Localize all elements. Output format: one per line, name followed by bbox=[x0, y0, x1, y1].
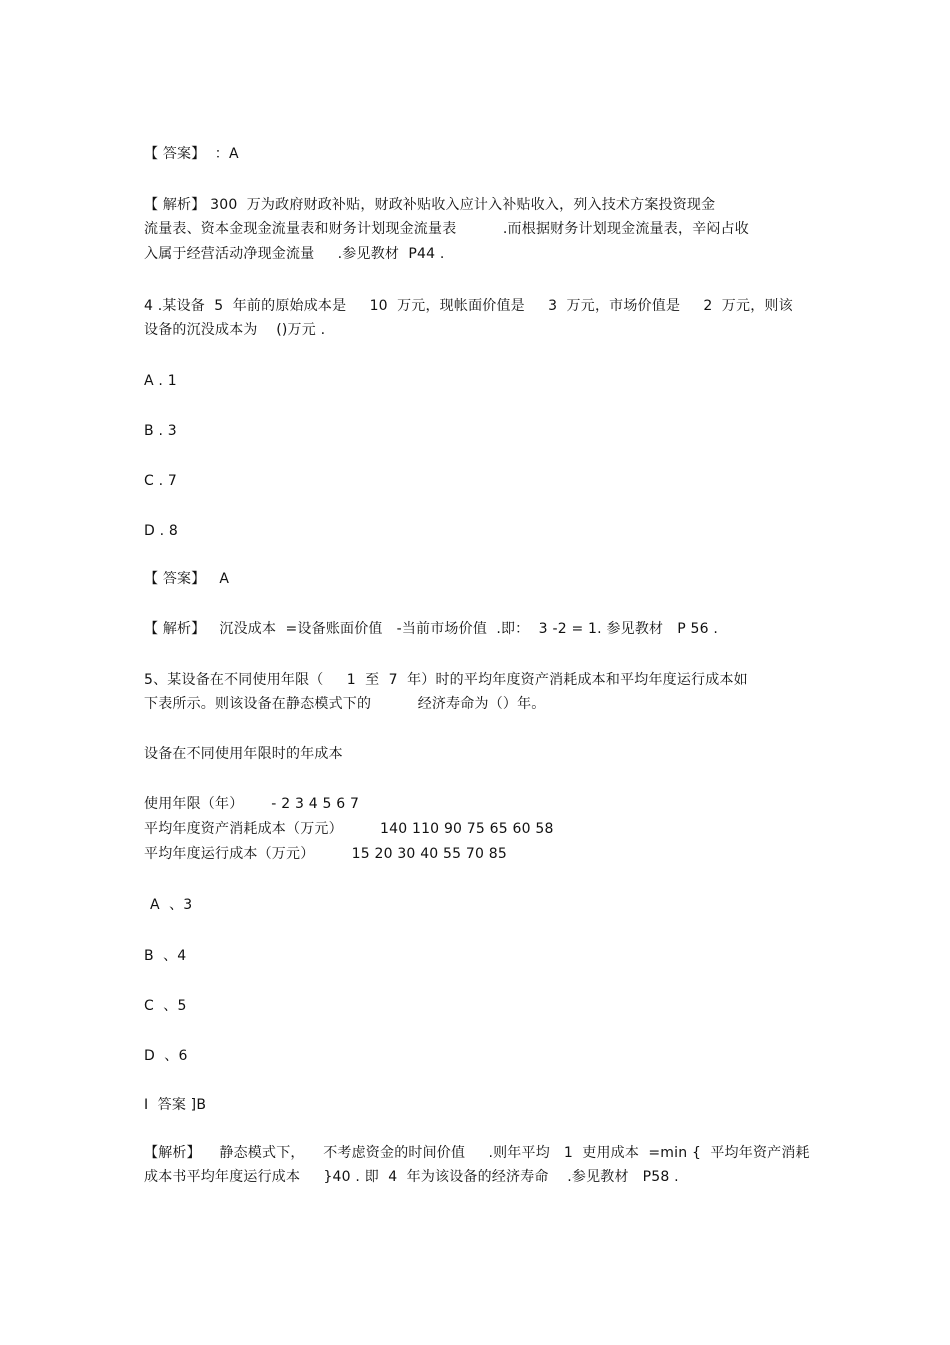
q5-answer: I 答案 ]B bbox=[144, 1097, 207, 1113]
q5-analysis-line-1: 【解析】 静态模式下， 不考虑资金的时间价值 .则年平均 1 吏用成本 =min { 平均年资产消耗 bbox=[144, 1145, 810, 1161]
q4-option-b: B . 3 bbox=[144, 423, 177, 439]
q5-option-c: C 、5 bbox=[144, 998, 187, 1014]
q4-option-c: C . 7 bbox=[144, 473, 178, 489]
q5-stem-line-1: 5、某设备在不同使用年限（ 1 至 7 年）时的平均年度资产消耗成本和平均年度运行成本如 bbox=[144, 672, 748, 688]
q3-analysis-line-2: 流量表、资本金现金流量表和财务计划现金流量表 .而根据财务计划现金流量表，辛闷占收 bbox=[144, 221, 749, 237]
q4-stem-line-1: 4 .某设备 5 年前的原始成本是 10 万元，现帐面价值是 3 万元，市场价值是 2 万元，则该 bbox=[144, 298, 793, 314]
q3-analysis-line-1: 【 解析】 300 万为政府财政补贴，财政补贴收入应计入补贴收入，列入技术方案投资现金 bbox=[144, 197, 716, 213]
q4-analysis: 【 解析】 沉没成本 =设备账面价值 -当前市场价值 .即： 3 -2 = 1. 参见教材 P 56 . bbox=[144, 621, 718, 637]
q5-stem-line-2: 下表所示。则该设备在静态模式下的 经济寿命为（）年。 bbox=[144, 696, 546, 712]
q3-answer: 【 答案】 ：A bbox=[144, 146, 239, 162]
q5-option-b: B 、4 bbox=[144, 948, 187, 964]
q4-option-d: D . 8 bbox=[144, 523, 179, 539]
q5-option-a: A 、3 bbox=[150, 897, 193, 913]
q4-option-a: A . 1 bbox=[144, 373, 177, 389]
q5-table-row-operating-cost: 平均年度运行成本（万元） 15 20 30 40 55 70 85 bbox=[144, 846, 508, 862]
q3-analysis-line-3: 入属于经营活动净现金流量 .参见教材 P44 . bbox=[144, 246, 445, 262]
q4-stem-line-2: 设备的沉没成本为 ()万元 . bbox=[144, 322, 326, 338]
q5-table-row-years: 使用年限（年） - 2 3 4 5 6 7 bbox=[144, 796, 360, 812]
q5-analysis-line-2: 成本书平均年度运行成本 }40 . 即 4 年为该设备的经济寿命 .参见教材 P58 . bbox=[144, 1169, 679, 1185]
q5-table-row-asset-cost: 平均年度资产消耗成本（万元） 140 110 90 75 65 60 58 bbox=[144, 821, 554, 837]
q4-answer: 【 答案】 A bbox=[144, 571, 230, 587]
q5-table-title: 设备在不同使用年限时的年成本 bbox=[144, 746, 343, 762]
q5-option-d: D 、6 bbox=[144, 1048, 188, 1064]
